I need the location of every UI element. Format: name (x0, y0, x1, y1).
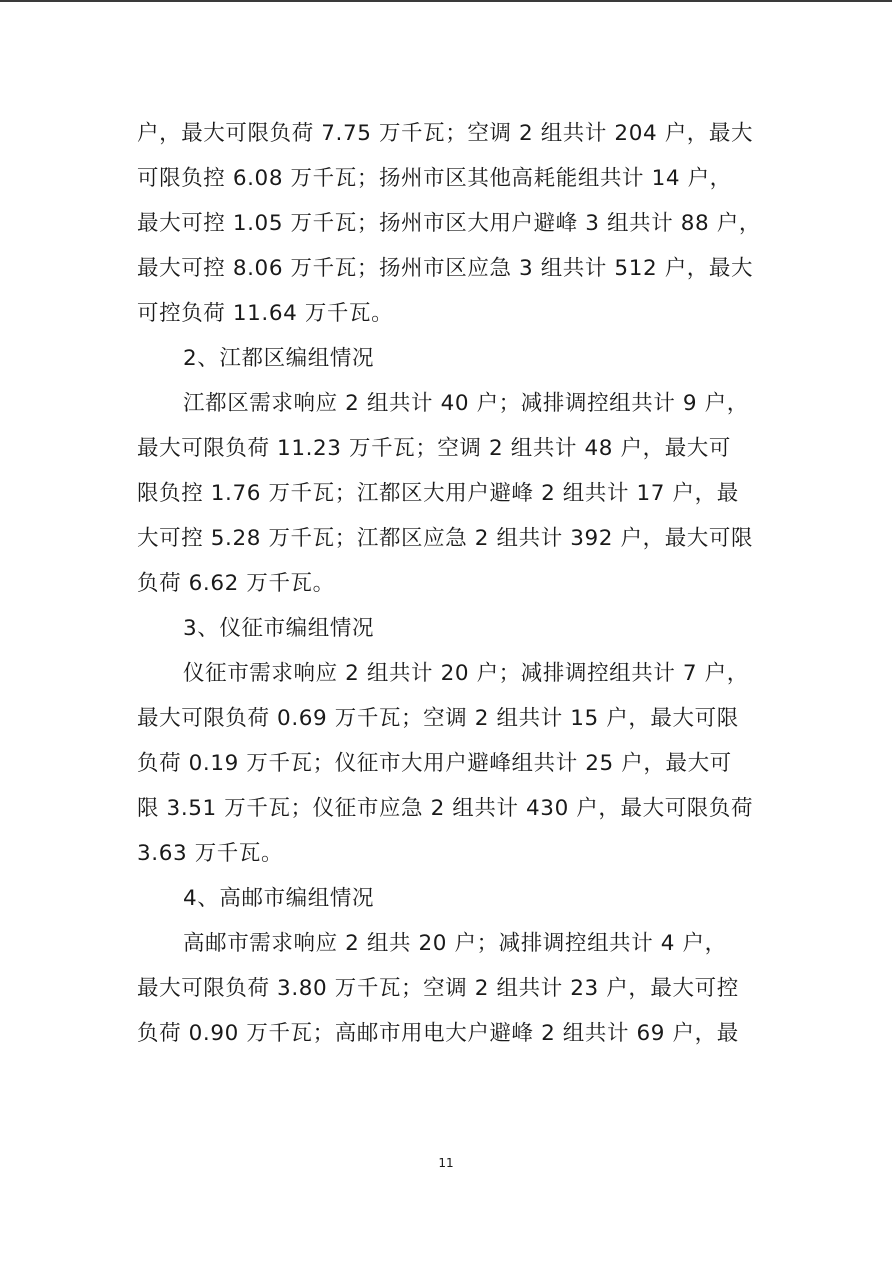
paragraph-line: 最大可限负荷 3.80 万千瓦；空调 2 组共计 23 户，最大可控 (137, 976, 739, 1001)
paragraph-line: 最大可控 8.06 万千瓦；扬州市区应急 3 组共计 512 户，最大 (137, 256, 754, 281)
section-heading-gaoyou: 4、高邮市编组情况 (183, 886, 375, 911)
paragraph-line: 可限负控 6.08 万千瓦；扬州市区其他高耗能组共计 14 户， (137, 166, 732, 191)
paragraph-line: 江都区需求响应 2 组共计 40 户；减排调控组共计 9 户， (183, 391, 749, 416)
paragraph-line: 负荷 0.19 万千瓦；仪征市大用户避峰组共计 25 户，最大可 (137, 751, 732, 776)
paragraph-line: 最大可限负荷 0.69 万千瓦；空调 2 组共计 15 户，最大可限 (137, 706, 739, 731)
page-number: 11 (438, 1156, 454, 1170)
section-heading-jiangdu: 2、江都区编组情况 (183, 346, 375, 371)
paragraph-line: 户，最大可限负荷 7.75 万千瓦；空调 2 组共计 204 户，最大 (137, 121, 754, 146)
paragraph-line: 最大可限负荷 11.23 万千瓦；空调 2 组共计 48 户，最大可 (137, 436, 731, 461)
paragraph-line: 仪征市需求响应 2 组共计 20 户；减排调控组共计 7 户， (183, 661, 749, 686)
document-body (137, 111, 761, 1056)
section-heading-yizheng: 3、仪征市编组情况 (183, 616, 375, 641)
paragraph-line: 限负控 1.76 万千瓦；江都区大用户避峰 2 组共计 17 户，最 (137, 481, 739, 506)
paragraph-line: 负荷 6.62 万千瓦。 (137, 571, 335, 596)
paragraph-line: 限 3.51 万千瓦；仪征市应急 2 组共计 430 户，最大可限负荷 (137, 796, 754, 821)
paragraph-line: 大可控 5.28 万千瓦；江都区应急 2 组共计 392 户，最大可限 (137, 526, 754, 551)
paragraph-line: 可控负荷 11.64 万千瓦。 (137, 301, 394, 326)
paragraph-line: 高邮市需求响应 2 组共 20 户；减排调控组共计 4 户， (183, 931, 727, 956)
top-border-line (0, 0, 892, 2)
paragraph-line: 负荷 0.90 万千瓦；高邮市用电大户避峰 2 组共计 69 户，最 (137, 1021, 739, 1046)
paragraph-line: 最大可控 1.05 万千瓦；扬州市区大用户避峰 3 组共计 88 户， (137, 211, 761, 236)
paragraph-line: 3.63 万千瓦。 (137, 841, 284, 866)
